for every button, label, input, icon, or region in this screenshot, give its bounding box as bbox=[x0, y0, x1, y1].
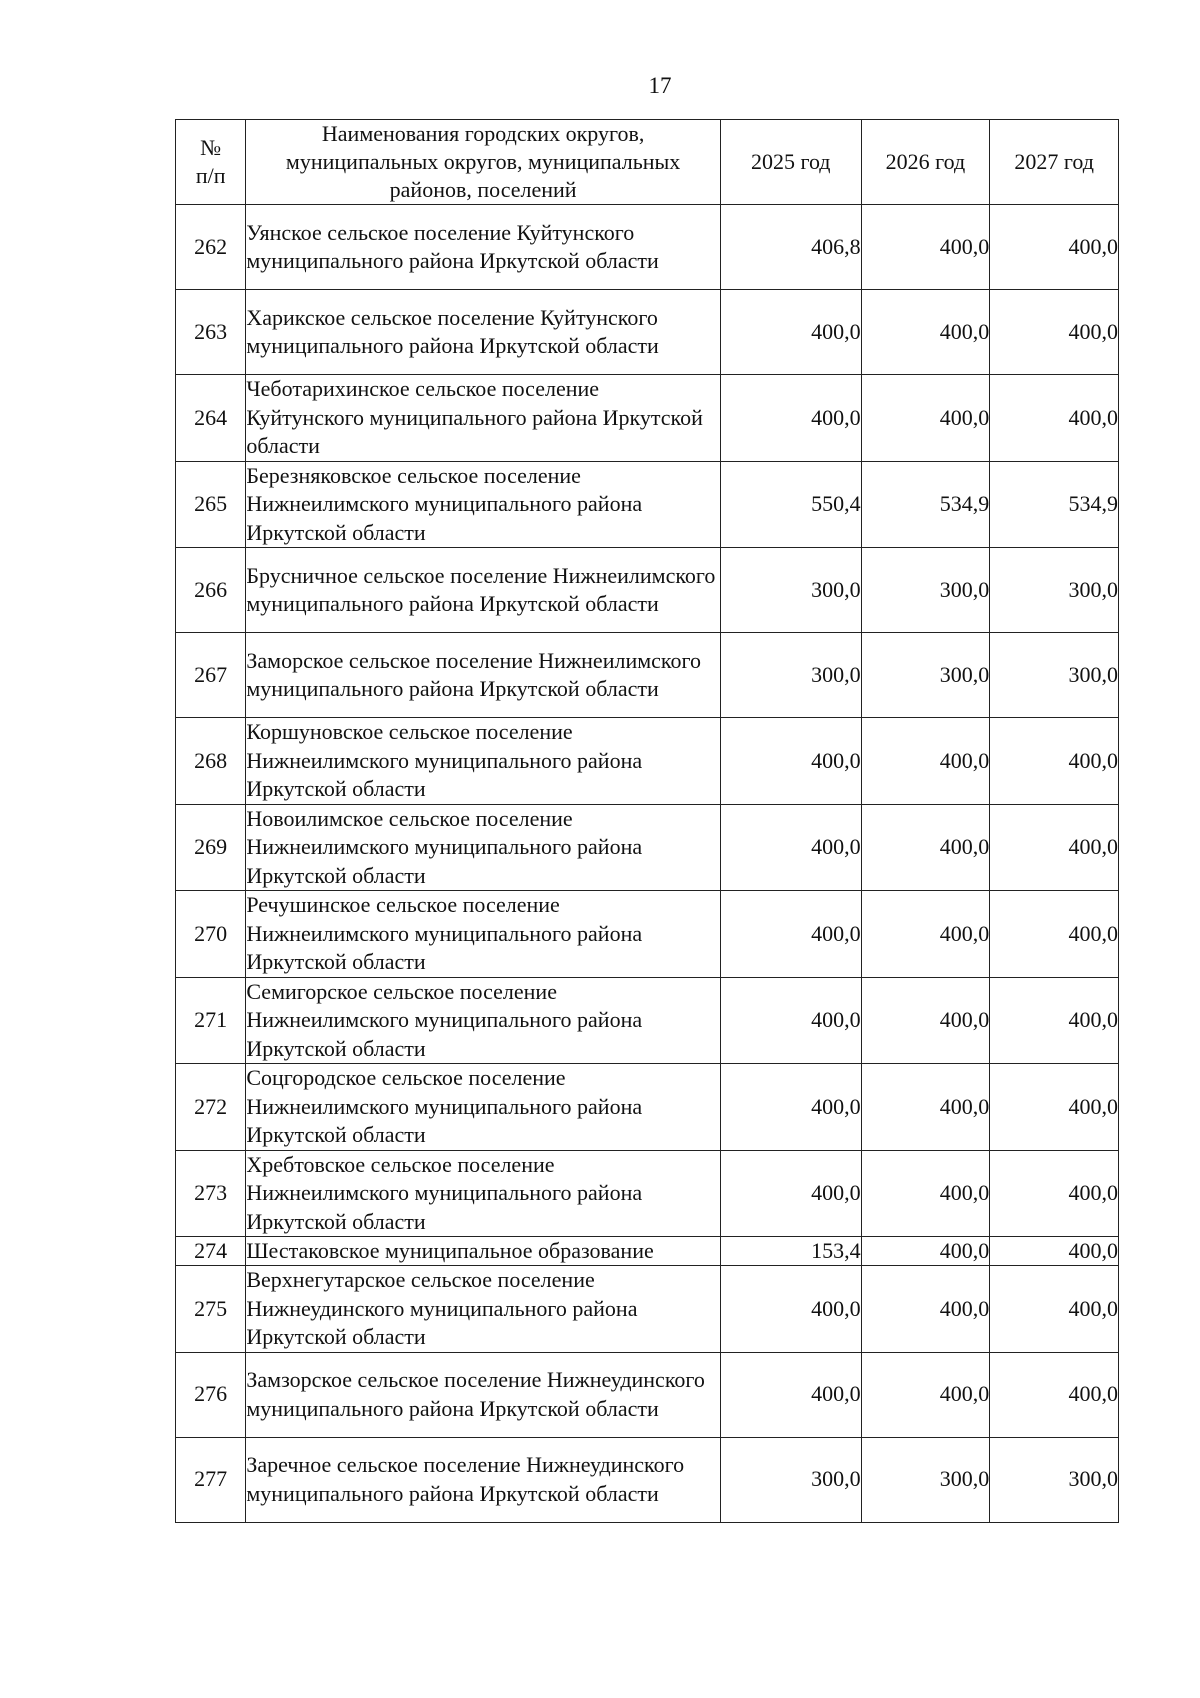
value-2027: 400,0 bbox=[990, 1237, 1119, 1266]
table-row bbox=[176, 1266, 1119, 1353]
value-2027: 400,0 bbox=[990, 1352, 1119, 1437]
table-body bbox=[176, 205, 1119, 1523]
value-2025: 400,0 bbox=[720, 1266, 861, 1353]
value-2027: 400,0 bbox=[990, 1150, 1119, 1237]
allocation-table bbox=[175, 119, 1119, 1523]
value-2027: 400,0 bbox=[990, 1064, 1119, 1151]
row-number: 277 bbox=[176, 1437, 246, 1522]
table-row bbox=[176, 1064, 1119, 1151]
row-name: Новоилимское сельское поселение Нижнеилимского муниципального района Иркутской области bbox=[246, 804, 721, 891]
header-2027: 2027 год bbox=[990, 120, 1119, 205]
row-number: 268 bbox=[176, 718, 246, 805]
value-2025: 550,4 bbox=[720, 461, 861, 548]
value-2025: 400,0 bbox=[720, 891, 861, 978]
row-name: Заморское сельское поселение Нижнеилимского муниципального района Иркутской области bbox=[246, 633, 721, 718]
table-row bbox=[176, 548, 1119, 633]
value-2027: 400,0 bbox=[990, 205, 1119, 290]
value-2025: 300,0 bbox=[720, 548, 861, 633]
row-name: Речушинское сельское поселение Нижнеилимского муниципального района Иркутской области bbox=[246, 891, 721, 978]
table-row bbox=[176, 290, 1119, 375]
value-2025: 400,0 bbox=[720, 1150, 861, 1237]
row-name: Соцгородское сельское поселение Нижнеилимского муниципального района Иркутской области bbox=[246, 1064, 721, 1151]
value-2026: 300,0 bbox=[861, 633, 990, 718]
value-2025: 400,0 bbox=[720, 1352, 861, 1437]
row-number: 273 bbox=[176, 1150, 246, 1237]
value-2026: 300,0 bbox=[861, 1437, 990, 1522]
row-number: 275 bbox=[176, 1266, 246, 1353]
header-number-sign: № bbox=[200, 135, 222, 160]
table-header bbox=[176, 120, 1119, 205]
table-row bbox=[176, 375, 1119, 462]
table-row bbox=[176, 205, 1119, 290]
value-2027: 400,0 bbox=[990, 718, 1119, 805]
row-number: 267 bbox=[176, 633, 246, 718]
value-2026: 300,0 bbox=[861, 548, 990, 633]
row-number: 272 bbox=[176, 1064, 246, 1151]
value-2025: 400,0 bbox=[720, 290, 861, 375]
row-name: Брусничное сельское поселение Нижнеилимского муниципального района Иркутской области bbox=[246, 548, 721, 633]
value-2026: 534,9 bbox=[861, 461, 990, 548]
row-number: 270 bbox=[176, 891, 246, 978]
row-number: 271 bbox=[176, 977, 246, 1064]
row-name: Заречное сельское поселение Нижнеудинского муниципального района Иркутской области bbox=[246, 1437, 721, 1522]
row-name: Уянское сельское поселение Куйтунского муниципального района Иркутской области bbox=[246, 205, 721, 290]
value-2026: 400,0 bbox=[861, 891, 990, 978]
value-2027: 400,0 bbox=[990, 290, 1119, 375]
row-number: 265 bbox=[176, 461, 246, 548]
row-number: 274 bbox=[176, 1237, 246, 1266]
row-name: Березняковское сельское поселение Нижнеилимского муниципального района Иркутской области bbox=[246, 461, 721, 548]
header-row-number bbox=[176, 120, 246, 205]
row-name: Харикское сельское поселение Куйтунского муниципального района Иркутской области bbox=[246, 290, 721, 375]
value-2025: 400,0 bbox=[720, 1064, 861, 1151]
value-2027: 300,0 bbox=[990, 548, 1119, 633]
table-row bbox=[176, 1437, 1119, 1522]
value-2026: 400,0 bbox=[861, 1150, 990, 1237]
value-2027: 534,9 bbox=[990, 461, 1119, 548]
table-row bbox=[176, 1352, 1119, 1437]
header-2026: 2026 год bbox=[861, 120, 990, 205]
row-name: Семигорское сельское поселение Нижнеилимского муниципального района Иркутской области bbox=[246, 977, 721, 1064]
table-row bbox=[176, 718, 1119, 805]
value-2025: 153,4 bbox=[720, 1237, 861, 1266]
value-2026: 400,0 bbox=[861, 718, 990, 805]
page-number: 17 bbox=[648, 73, 672, 98]
value-2027: 300,0 bbox=[990, 633, 1119, 718]
value-2026: 400,0 bbox=[861, 205, 990, 290]
value-2027: 400,0 bbox=[990, 804, 1119, 891]
value-2027: 400,0 bbox=[990, 891, 1119, 978]
header-number-abbr: п/п bbox=[195, 163, 226, 188]
value-2025: 400,0 bbox=[720, 718, 861, 805]
row-number: 269 bbox=[176, 804, 246, 891]
table-row bbox=[176, 804, 1119, 891]
row-number: 266 bbox=[176, 548, 246, 633]
value-2025: 400,0 bbox=[720, 804, 861, 891]
value-2027: 400,0 bbox=[990, 1266, 1119, 1353]
row-name: Верхнегутарское сельское поселение Нижнеудинского муниципального района Иркутской области bbox=[246, 1266, 721, 1353]
value-2026: 400,0 bbox=[861, 375, 990, 462]
value-2027: 300,0 bbox=[990, 1437, 1119, 1522]
value-2025: 300,0 bbox=[720, 1437, 861, 1522]
value-2026: 400,0 bbox=[861, 1064, 990, 1151]
row-number: 262 bbox=[176, 205, 246, 290]
row-name: Коршуновское сельское поселение Нижнеилимского муниципального района Иркутской области bbox=[246, 718, 721, 805]
row-name: Шестаковское муниципальное образование bbox=[246, 1237, 721, 1266]
row-name: Чеботарихинское сельское поселение Куйтунского муниципального района Иркутской области bbox=[246, 375, 721, 462]
value-2025: 400,0 bbox=[720, 977, 861, 1064]
row-number: 264 bbox=[176, 375, 246, 462]
value-2026: 400,0 bbox=[861, 1237, 990, 1266]
value-2025: 300,0 bbox=[720, 633, 861, 718]
table-row bbox=[176, 891, 1119, 978]
row-name: Замзорское сельское поселение Нижнеудинского муниципального района Иркутской области bbox=[246, 1352, 721, 1437]
value-2026: 400,0 bbox=[861, 1352, 990, 1437]
value-2025: 406,8 bbox=[720, 205, 861, 290]
value-2027: 400,0 bbox=[990, 375, 1119, 462]
table-row bbox=[176, 461, 1119, 548]
header-2025: 2025 год bbox=[720, 120, 861, 205]
value-2026: 400,0 bbox=[861, 1266, 990, 1353]
table-row bbox=[176, 633, 1119, 718]
table-row bbox=[176, 977, 1119, 1064]
value-2026: 400,0 bbox=[861, 804, 990, 891]
table-row bbox=[176, 1237, 1119, 1266]
table-row bbox=[176, 1150, 1119, 1237]
value-2025: 400,0 bbox=[720, 375, 861, 462]
header-name: Наименования городских округов, муниципальных округов, муниципальных районов, поселений bbox=[246, 120, 721, 205]
row-number: 276 bbox=[176, 1352, 246, 1437]
value-2027: 400,0 bbox=[990, 977, 1119, 1064]
value-2026: 400,0 bbox=[861, 977, 990, 1064]
row-number: 263 bbox=[176, 290, 246, 375]
row-name: Хребтовское сельское поселение Нижнеилимского муниципального района Иркутской области bbox=[246, 1150, 721, 1237]
value-2026: 400,0 bbox=[861, 290, 990, 375]
